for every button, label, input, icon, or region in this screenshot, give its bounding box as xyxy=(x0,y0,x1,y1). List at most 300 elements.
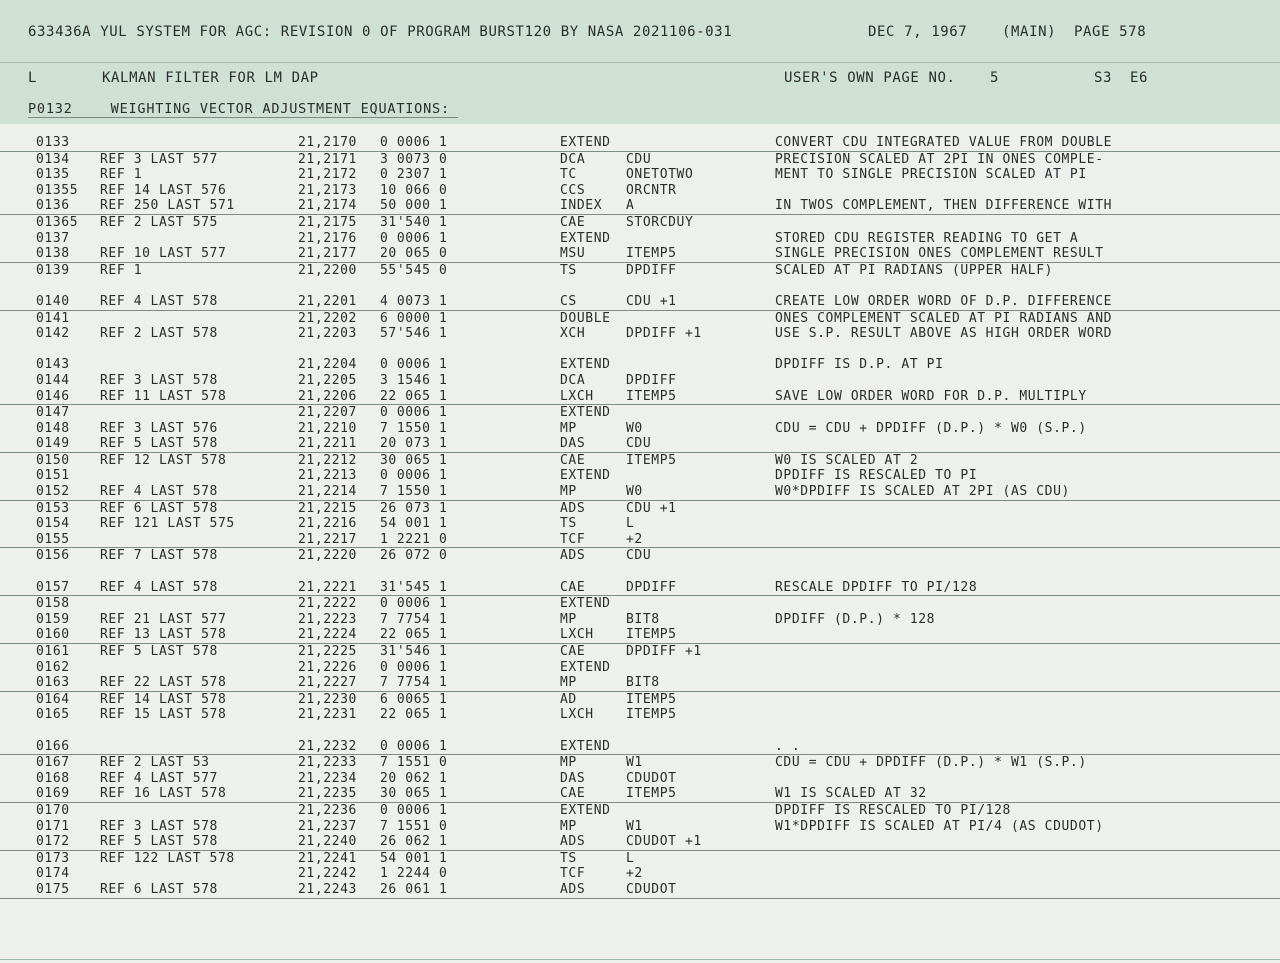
address: 21,2226 xyxy=(298,659,357,675)
address: 21,2205 xyxy=(298,372,357,388)
listing-row xyxy=(0,405,1280,421)
octal-code: 7 1550 1 xyxy=(380,484,448,500)
listing-row xyxy=(0,326,1280,342)
listing-row xyxy=(0,803,1280,819)
opcode: MP xyxy=(560,818,577,834)
opcode: CAE xyxy=(560,786,586,802)
code-listing xyxy=(0,135,1280,899)
operand: ITEMP5 xyxy=(626,246,677,262)
line-number: 0139 xyxy=(36,262,70,278)
comment: W1 IS SCALED AT 32 xyxy=(775,786,927,802)
opcode: TS xyxy=(560,262,577,278)
octal-code: 1 2221 0 xyxy=(380,531,448,547)
comment: W0 IS SCALED AT 2 xyxy=(775,452,919,468)
section-heading xyxy=(28,101,450,117)
line-number: 0142 xyxy=(36,326,70,342)
operand: DPDIFF +1 xyxy=(626,644,702,659)
line-number: 0166 xyxy=(36,738,70,754)
operand: W1 xyxy=(626,755,643,771)
octal-code: 0 0006 1 xyxy=(380,405,448,421)
listing-row xyxy=(0,786,1280,803)
octal-code: 31'545 1 xyxy=(380,579,448,595)
comment: SINGLE PRECISION ONES COMPLEMENT RESULT xyxy=(775,246,1104,262)
listing-row xyxy=(0,484,1280,501)
operand: DPDIFF xyxy=(626,579,677,595)
comment: DPDIFF IS RESCALED TO PI xyxy=(775,468,978,484)
line-number: 0155 xyxy=(36,531,70,547)
line-number: 0146 xyxy=(36,388,70,404)
cross-reference: REF 3 LAST 578 xyxy=(100,818,218,834)
line-number: 0171 xyxy=(36,818,70,834)
address: 21,2172 xyxy=(298,167,357,183)
listing-row xyxy=(0,580,1280,597)
listing-row xyxy=(0,468,1280,484)
line-number: 0161 xyxy=(36,644,70,659)
line-number: 0152 xyxy=(36,484,70,500)
line-number: 0138 xyxy=(36,246,70,262)
listing-row xyxy=(0,357,1280,373)
listing-row xyxy=(0,389,1280,406)
line-number: 0173 xyxy=(36,850,70,866)
address: 21,2212 xyxy=(298,452,357,468)
line-number: 0168 xyxy=(36,770,70,786)
line-number: 0160 xyxy=(36,627,70,643)
listing-row xyxy=(0,548,1280,564)
opcode: MP xyxy=(560,675,577,691)
line-number: 0134 xyxy=(36,151,70,167)
listing-row xyxy=(0,771,1280,787)
cross-reference: REF 16 LAST 578 xyxy=(100,786,227,802)
opcode: MP xyxy=(560,484,577,500)
opcode: EXTEND xyxy=(560,357,611,373)
address: 21,2230 xyxy=(298,691,357,707)
opcode: EXTEND xyxy=(560,405,611,421)
opcode: CAE xyxy=(560,644,586,659)
address: 21,2176 xyxy=(298,230,357,246)
comment: DPDIFF IS D.P. AT PI xyxy=(775,357,944,373)
blank-row xyxy=(0,342,1280,358)
address: 21,2170 xyxy=(298,135,357,150)
line-number: 0162 xyxy=(36,659,70,675)
listing-row xyxy=(0,183,1280,199)
opcode: TC xyxy=(560,167,577,183)
opcode: EXTEND xyxy=(560,596,611,612)
opcode: TCF xyxy=(560,531,586,547)
comment: STORED CDU REGISTER READING TO GET A xyxy=(775,230,1079,246)
comment: CREATE LOW ORDER WORD OF D.P. DIFFERENCE xyxy=(775,293,1113,309)
opcode: DCA xyxy=(560,372,586,388)
octal-code: 0 0006 1 xyxy=(380,230,448,246)
comment: . . xyxy=(775,738,801,754)
octal-code: 7 1551 0 xyxy=(380,755,448,771)
address: 21,2225 xyxy=(298,644,357,659)
octal-code: 6 0000 1 xyxy=(380,310,448,326)
listing-row xyxy=(0,501,1280,517)
opcode: EXTEND xyxy=(560,738,611,754)
comment: DPDIFF IS RESCALED TO PI/128 xyxy=(775,802,1011,818)
opcode: AD xyxy=(560,691,577,707)
operand: L xyxy=(626,516,635,532)
line-number: 0163 xyxy=(36,675,70,691)
address: 21,2220 xyxy=(298,548,357,564)
line-number: 0133 xyxy=(36,135,70,150)
e-code: E6 xyxy=(1130,70,1149,86)
opcode: ADS xyxy=(560,881,586,897)
cross-reference: REF 21 LAST 577 xyxy=(100,611,227,627)
operand: A xyxy=(626,198,635,214)
line-number: 0167 xyxy=(36,755,70,771)
listing-row xyxy=(0,263,1280,279)
address: 21,2203 xyxy=(298,326,357,342)
opcode: TS xyxy=(560,516,577,532)
opcode: CAE xyxy=(560,452,586,468)
address: 21,2213 xyxy=(298,468,357,484)
octal-code: 50 000 1 xyxy=(380,198,448,214)
address: 21,2217 xyxy=(298,531,357,547)
listing-row xyxy=(0,675,1280,692)
address: 21,2171 xyxy=(298,151,357,167)
opcode: EXTEND xyxy=(560,468,611,484)
page-bottom-rule xyxy=(0,959,1280,960)
operand: W0 xyxy=(626,420,643,436)
operand: CDUDOT +1 xyxy=(626,834,702,850)
section-seq: P0132 xyxy=(28,101,73,117)
comment: RESCALE DPDIFF TO PI/128 xyxy=(775,579,978,595)
octal-code: 4 0073 1 xyxy=(380,293,448,309)
operand: ITEMP5 xyxy=(626,388,677,404)
address: 21,2210 xyxy=(298,420,357,436)
octal-code: 0 2307 1 xyxy=(380,167,448,183)
operand: DPDIFF xyxy=(626,372,677,388)
listing-row xyxy=(0,851,1280,867)
line-number: 0159 xyxy=(36,611,70,627)
listing-row xyxy=(0,707,1280,723)
line-number: 0158 xyxy=(36,596,70,612)
line-number: 0149 xyxy=(36,436,70,452)
cross-reference: REF 5 LAST 578 xyxy=(100,436,218,452)
comment: CDU = CDU + DPDIFF (D.P.) * W0 (S.P.) xyxy=(775,420,1087,436)
line-number: 0147 xyxy=(36,405,70,421)
cross-reference: REF 5 LAST 578 xyxy=(100,644,218,659)
address: 21,2173 xyxy=(298,182,357,198)
listing-row xyxy=(0,152,1280,168)
octal-code: 22 065 1 xyxy=(380,707,448,723)
line-number: 0170 xyxy=(36,802,70,818)
cross-reference: REF 250 LAST 571 xyxy=(100,198,235,214)
operand: DPDIFF xyxy=(626,262,677,278)
cross-reference: REF 4 LAST 578 xyxy=(100,293,218,309)
listing-row xyxy=(0,167,1280,183)
address: 21,2174 xyxy=(298,198,357,214)
s-code: S3 xyxy=(1094,70,1113,86)
opcode: EXTEND xyxy=(560,659,611,675)
opcode: MP xyxy=(560,611,577,627)
comment: CONVERT CDU INTEGRATED VALUE FROM DOUBLE xyxy=(775,135,1113,150)
cross-reference: REF 13 LAST 578 xyxy=(100,627,227,643)
comment: W0*DPDIFF IS SCALED AT 2PI (AS CDU) xyxy=(775,484,1070,500)
opcode: MSU xyxy=(560,246,586,262)
address: 21,2214 xyxy=(298,484,357,500)
address: 21,2215 xyxy=(298,500,357,516)
octal-code: 22 065 1 xyxy=(380,627,448,643)
address: 21,2233 xyxy=(298,755,357,771)
cross-reference: REF 15 LAST 578 xyxy=(100,707,227,723)
octal-code: 22 065 1 xyxy=(380,388,448,404)
opcode: LXCH xyxy=(560,707,594,723)
line-number: 0137 xyxy=(36,230,70,246)
octal-code: 3 1546 1 xyxy=(380,372,448,388)
line-number: 0144 xyxy=(36,372,70,388)
line-number: 0153 xyxy=(36,500,70,516)
cross-reference: REF 12 LAST 578 xyxy=(100,452,227,468)
opcode: DAS xyxy=(560,770,586,786)
line-number: 0157 xyxy=(36,579,70,595)
blank-row xyxy=(0,564,1280,580)
opcode: MP xyxy=(560,420,577,436)
comment: CDU = CDU + DPDIFF (D.P.) * W1 (S.P.) xyxy=(775,755,1087,771)
cross-reference: REF 4 LAST 578 xyxy=(100,579,218,595)
octal-code: 0 0006 1 xyxy=(380,596,448,612)
listing-row xyxy=(0,421,1280,437)
listing-row xyxy=(0,311,1280,327)
octal-code: 10 066 0 xyxy=(380,182,448,198)
address: 21,2207 xyxy=(298,405,357,421)
log-title: KALMAN FILTER FOR LM DAP xyxy=(102,70,319,86)
opcode: MP xyxy=(560,755,577,771)
octal-code: 26 072 0 xyxy=(380,548,448,564)
octal-code: 6 0065 1 xyxy=(380,691,448,707)
octal-code: 0 0006 1 xyxy=(380,357,448,373)
operand: CDUDOT xyxy=(626,770,677,786)
page-number: PAGE 578 xyxy=(1074,24,1147,40)
program-header: 633436A YUL SYSTEM FOR AGC: REVISION 0 OF PROGRAM BURST120 BY NASA 2021106-031 xyxy=(28,24,733,40)
line-number: 01365 xyxy=(36,214,79,230)
cross-reference: REF 2 LAST 578 xyxy=(100,326,218,342)
address: 21,2204 xyxy=(298,357,357,373)
operand: +2 xyxy=(626,531,643,547)
line-number: 0136 xyxy=(36,198,70,214)
listing-row xyxy=(0,819,1280,835)
address: 21,2224 xyxy=(298,627,357,643)
address: 21,2211 xyxy=(298,436,357,452)
cross-reference: REF 5 LAST 578 xyxy=(100,834,218,850)
cross-reference: REF 1 xyxy=(100,262,143,278)
cross-reference: REF 3 LAST 576 xyxy=(100,420,218,436)
comment: DPDIFF (D.P.) * 128 xyxy=(775,611,936,627)
opcode: LXCH xyxy=(560,388,594,404)
octal-code: 0 0006 1 xyxy=(380,738,448,754)
listing-row xyxy=(0,246,1280,263)
address: 21,2206 xyxy=(298,388,357,404)
listing-row xyxy=(0,198,1280,215)
octal-code: 7 1550 1 xyxy=(380,420,448,436)
address: 21,2216 xyxy=(298,516,357,532)
opcode: XCH xyxy=(560,326,586,342)
band-divider xyxy=(0,62,1280,63)
print-date: DEC 7, 1967 xyxy=(868,24,968,40)
listing-row xyxy=(0,231,1280,247)
log-code: L xyxy=(28,70,38,86)
cross-reference: REF 121 LAST 575 xyxy=(100,516,235,532)
octal-code: 30 065 1 xyxy=(380,452,448,468)
address: 21,2240 xyxy=(298,834,357,850)
cross-reference: REF 14 LAST 576 xyxy=(100,182,227,198)
operand: CDU +1 xyxy=(626,500,677,516)
opcode: EXTEND xyxy=(560,230,611,246)
listing-row xyxy=(0,516,1280,532)
address: 21,2237 xyxy=(298,818,357,834)
cross-reference: REF 7 LAST 578 xyxy=(100,548,218,564)
cross-reference: REF 4 LAST 578 xyxy=(100,484,218,500)
listing-row xyxy=(0,755,1280,771)
line-number: 0143 xyxy=(36,357,70,373)
operand: ITEMP5 xyxy=(626,786,677,802)
comment: SCALED AT PI RADIANS (UPPER HALF) xyxy=(775,262,1054,278)
address: 21,2232 xyxy=(298,738,357,754)
opcode: EXTEND xyxy=(560,135,611,150)
opcode: ADS xyxy=(560,834,586,850)
cross-reference: REF 6 LAST 578 xyxy=(100,500,218,516)
comment: W1*DPDIFF IS SCALED AT PI/4 (AS CDUDOT) xyxy=(775,818,1104,834)
address: 21,2235 xyxy=(298,786,357,802)
operand: BIT8 xyxy=(626,611,660,627)
opcode: EXTEND xyxy=(560,802,611,818)
listing-row xyxy=(0,739,1280,756)
comment: SAVE LOW ORDER WORD FOR D.P. MULTIPLY xyxy=(775,388,1087,404)
listing-row xyxy=(0,532,1280,549)
cross-reference: REF 2 LAST 575 xyxy=(100,214,218,230)
cross-reference: REF 122 LAST 578 xyxy=(100,850,235,866)
listing-row xyxy=(0,135,1280,152)
octal-code: 54 001 1 xyxy=(380,516,448,532)
listing-row xyxy=(0,660,1280,676)
operand: ITEMP5 xyxy=(626,452,677,468)
octal-code: 26 061 1 xyxy=(380,881,448,897)
address: 21,2222 xyxy=(298,596,357,612)
octal-code: 55'545 0 xyxy=(380,262,448,278)
cross-reference: REF 6 LAST 578 xyxy=(100,881,218,897)
opcode: CAE xyxy=(560,579,586,595)
operand: ITEMP5 xyxy=(626,691,677,707)
line-number: 0169 xyxy=(36,786,70,802)
octal-code: 20 062 1 xyxy=(380,770,448,786)
user-page-number: 5 xyxy=(990,70,1000,86)
octal-code: 26 073 1 xyxy=(380,500,448,516)
line-number: 01355 xyxy=(36,182,79,198)
operand: CDU xyxy=(626,151,652,167)
line-number: 0156 xyxy=(36,548,70,564)
operand: +2 xyxy=(626,866,643,882)
operand: ORCNTR xyxy=(626,182,677,198)
address: 21,2227 xyxy=(298,675,357,691)
address: 21,2221 xyxy=(298,579,357,595)
comment: MENT TO SINGLE PRECISION SCALED AT PI xyxy=(775,167,1087,183)
line-number: 0140 xyxy=(36,293,70,309)
address: 21,2200 xyxy=(298,262,357,278)
listing-row xyxy=(0,834,1280,851)
octal-code: 0 0006 1 xyxy=(380,135,448,150)
octal-code: 26 062 1 xyxy=(380,834,448,850)
octal-code: 31'540 1 xyxy=(380,214,448,230)
section-underline xyxy=(28,117,458,118)
octal-code: 0 0006 1 xyxy=(380,659,448,675)
operand: W1 xyxy=(626,818,643,834)
listing-row xyxy=(0,612,1280,628)
listing-row xyxy=(0,866,1280,882)
listing-row xyxy=(0,596,1280,612)
blank-row xyxy=(0,723,1280,739)
comment: PRECISION SCALED AT 2PI IN ONES COMPLE- xyxy=(775,151,1104,167)
line-number: 0164 xyxy=(36,691,70,707)
cross-reference: REF 1 xyxy=(100,167,143,183)
octal-code: 7 7754 1 xyxy=(380,675,448,691)
operand: W0 xyxy=(626,484,643,500)
opcode: CS xyxy=(560,293,577,309)
blank-row xyxy=(0,278,1280,294)
listing-row xyxy=(0,644,1280,660)
address: 21,2231 xyxy=(298,707,357,723)
operand: CDU xyxy=(626,436,652,452)
cross-reference: REF 3 LAST 577 xyxy=(100,151,218,167)
operand: CDU +1 xyxy=(626,293,677,309)
octal-code: 1 2244 0 xyxy=(380,866,448,882)
listing-row xyxy=(0,882,1280,899)
listing-row xyxy=(0,215,1280,231)
line-number: 0141 xyxy=(36,310,70,326)
opcode: TCF xyxy=(560,866,586,882)
line-number: 0175 xyxy=(36,881,70,897)
comment: USE S.P. RESULT ABOVE AS HIGH ORDER WORD xyxy=(775,326,1113,342)
operand: STORCDUY xyxy=(626,214,694,230)
octal-code: 20 065 0 xyxy=(380,246,448,262)
address: 21,2243 xyxy=(298,881,357,897)
cross-reference: REF 11 LAST 578 xyxy=(100,388,227,404)
opcode: INDEX xyxy=(560,198,603,214)
operand: CDUDOT xyxy=(626,881,677,897)
address: 21,2242 xyxy=(298,866,357,882)
opcode: DCA xyxy=(560,151,586,167)
listing-row xyxy=(0,436,1280,453)
octal-code: 57'546 1 xyxy=(380,326,448,342)
comment: IN TWOS COMPLEMENT, THEN DIFFERENCE WITH xyxy=(775,198,1113,214)
line-number: 0172 xyxy=(36,834,70,850)
opcode: CAE xyxy=(560,214,586,230)
octal-code: 20 073 1 xyxy=(380,436,448,452)
cross-reference: REF 4 LAST 577 xyxy=(100,770,218,786)
listing-row xyxy=(0,373,1280,389)
address: 21,2241 xyxy=(298,850,357,866)
opcode: CCS xyxy=(560,182,586,198)
cross-reference: REF 22 LAST 578 xyxy=(100,675,227,691)
main-label: (MAIN) xyxy=(1002,24,1057,40)
cross-reference: REF 2 LAST 53 xyxy=(100,755,210,771)
address: 21,2177 xyxy=(298,246,357,262)
operand: ONETOTWO xyxy=(626,167,694,183)
operand: ITEMP5 xyxy=(626,627,677,643)
line-number: 0150 xyxy=(36,452,70,468)
line-number: 0174 xyxy=(36,866,70,882)
line-number: 0148 xyxy=(36,420,70,436)
address: 21,2234 xyxy=(298,770,357,786)
address: 21,2175 xyxy=(298,214,357,230)
operand: BIT8 xyxy=(626,675,660,691)
operand: CDU xyxy=(626,548,652,564)
opcode: TS xyxy=(560,850,577,866)
cross-reference: REF 3 LAST 578 xyxy=(100,372,218,388)
octal-code: 0 0006 1 xyxy=(380,468,448,484)
line-number: 0151 xyxy=(36,468,70,484)
address: 21,2201 xyxy=(298,293,357,309)
